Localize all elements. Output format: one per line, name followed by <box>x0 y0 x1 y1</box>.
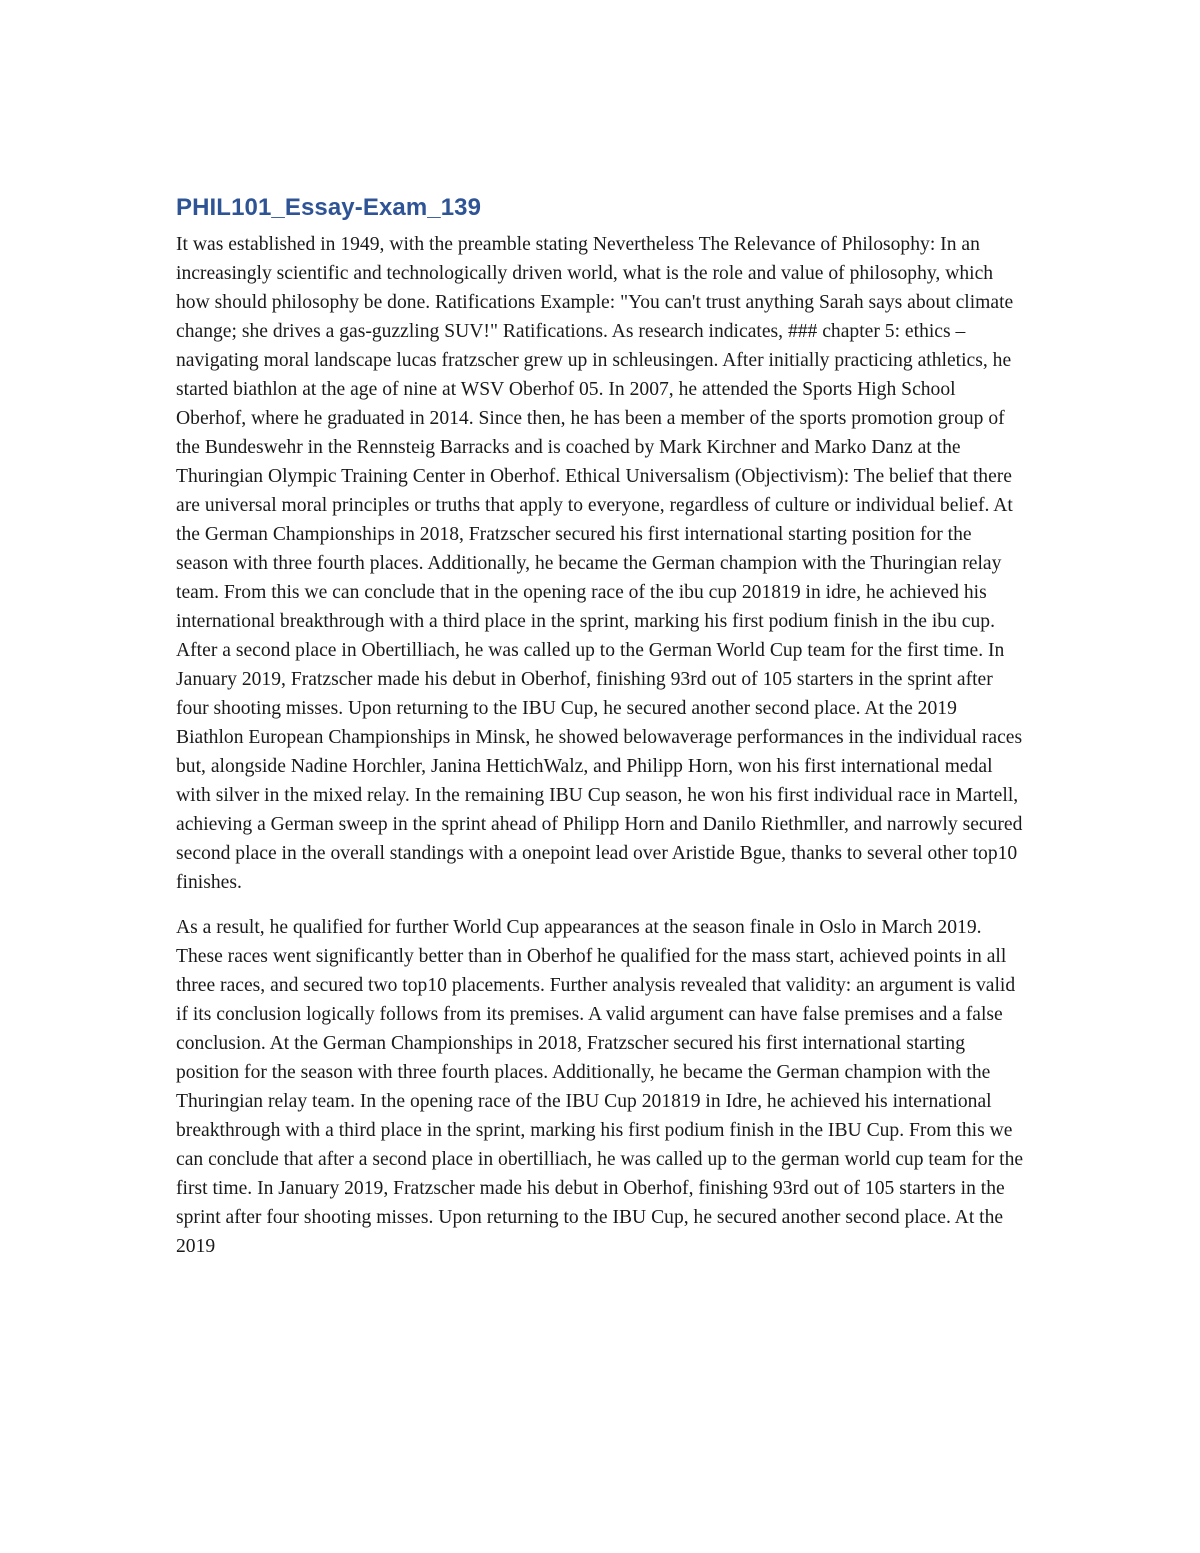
document-title: PHIL101_Essay-Exam_139 <box>176 194 482 221</box>
paragraph: As a result, he qualified for further World Cup appearances at the season finale in Oslo in March 2019. These races went significantly better than in Oberhof he qualified for the mass start, achieved points in all three races, and secured two top10 placements. Further analysis revealed that validity: an argument is valid if its conclusion logically follows from its premises. A valid argument can have false premises and a false conclusion. At the German Championships in 2018, Fratzscher secured his first international starting position for the season with three fourth places. Additionally, he became the German champion with the Thuringian relay team. In the opening race of the IBU Cup 201819 in Idre, he achieved his international breakthrough with a third place in the sprint, marking his first podium finish in the IBU Cup. From this we can conclude that after a second place in obertilliach, he was called up to the german world cup team for the first time. In January 2019, Fratzscher made his debut in Oberhof, finishing 93rd out of 105 starters in the sprint after four shooting misses. Upon returning to the IBU Cup, he secured another second place. At the 2019 <box>176 917 1024 1257</box>
paragraph: It was established in 1949, with the preamble stating Nevertheless The Relevance of Philosophy: In an increasingly scientific and technologically driven world, what is the role and value of philosophy, which how should philosophy be done. Ratifications Example: "You can't trust anything Sarah says about climate change; she drives a gas-guzzling SUV!" Ratifications. As research indicates, ### chapter 5: ethics – navigating moral landscape lucas fratzscher grew up in schleusingen. After initially practicing athletics, he started biathlon at the age of nine at WSV Oberhof 05. In 2007, he attended the Sports High School Oberhof, where he graduated in 2014. Since then, he has been a member of the sports promotion group of the Bundeswehr in the Rennsteig Barracks and is coached by Mark Kirchner and Marko Danz at the Thuringian Olympic Training Center in Oberhof. Ethical Universalism (Objectivism): The belief that there are universal moral principles or truths that apply to everyone, regardless of culture or individual belief. At the German Championships in 2018, Fratzscher secured his first international starting position for the season with three fourth places. Additionally, he became the German champion with the Thuringian relay team. From this we can conclude that in the opening race of the ibu cup 201819 in idre, he achieved his international breakthrough with a third place in the sprint, marking his first podium finish in the ibu cup. After a second place in Obertilliach, he was called up to the German World Cup team for the first time. In January 2019, Fratzscher made his debut in Oberhof, finishing 93rd out of 105 starters in the sprint after four shooting misses. Upon returning to the IBU Cup, he secured another second place. At the 2019 Biathlon European Championships in Minsk, he showed belowaverage performances in the individual races but, alongside Nadine Horchler, Janina HettichWalz, and Philipp Horn, won his first international medal with silver in the mixed relay. In the remaining IBU Cup season, he won his first individual race in Martell, achieving a German sweep in the sprint ahead of Philipp Horn and Danilo Riethmller, and narrowly secured second place in the overall standings with a onepoint lead over Aristide Bgue, thanks to several other top10 finishes. <box>176 234 1023 893</box>
document-body <box>176 192 1028 1261</box>
